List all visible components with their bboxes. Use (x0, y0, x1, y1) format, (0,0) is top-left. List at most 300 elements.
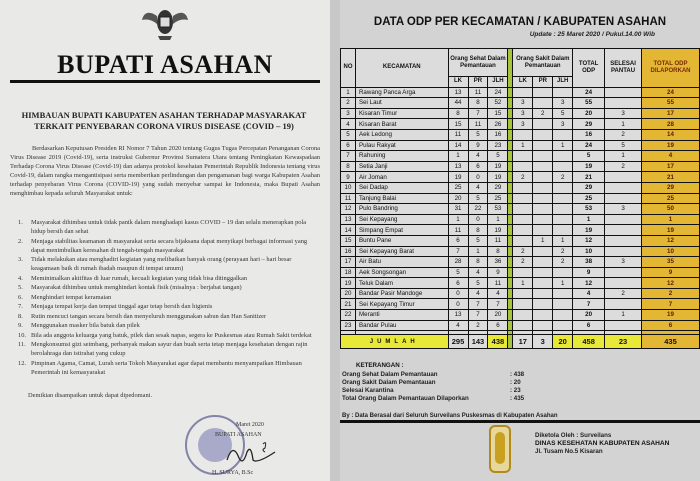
row-sehat-lk: 31 (448, 204, 468, 215)
row-selesai-pantau: 2 (605, 161, 642, 172)
appeal-point: 3. Tidak melakukan atau menghadiri kegiatan yang melibatkan banyak orang (perayaan hari – hari besar keagamaan baik di rumah ibadah maupun di tempat umum) (18, 256, 292, 272)
row-total-dilaporkan: 35 (642, 257, 700, 268)
header-sakit-lk: LK (513, 77, 533, 88)
row-total-dilaporkan: 19 (642, 225, 700, 236)
row-selesai-pantau: 2 (605, 288, 642, 299)
row-kecamatan: Teluk Dalam (355, 278, 448, 289)
row-sakit-pr (533, 98, 553, 109)
row-sehat-pr: 4 (468, 288, 488, 299)
row-total-odp: 7 (573, 299, 605, 310)
row-sakit-jlh (553, 288, 573, 299)
table-row (341, 129, 700, 140)
row-sakit-jlh: 1 (553, 235, 573, 246)
row-sehat-jlh: 7 (488, 299, 508, 310)
row-sakit-pr (533, 257, 553, 268)
row-sakit-lk: 2 (513, 172, 533, 183)
row-selesai-pantau (605, 98, 642, 109)
row-total-dilaporkan: 4 (642, 151, 700, 162)
row-sakit-jlh (553, 204, 573, 215)
row-sakit-lk (513, 204, 533, 215)
row-no: 11 (341, 193, 356, 204)
row-kecamatan: Sei Laut (355, 98, 448, 109)
sheet-title: DATA ODP PER KECAMATAN / KABUPATEN ASAHAN (373, 16, 667, 28)
row-total-dilaporkan: 24 (642, 87, 700, 98)
row-total-odp: 4 (573, 288, 605, 299)
table-row (341, 98, 700, 109)
row-sakit-lk (513, 214, 533, 225)
total-selesai: 23 (605, 335, 642, 349)
row-sehat-lk: 44 (448, 98, 468, 109)
keterangan-title: KETERANGAN : (356, 362, 404, 369)
row-sakit-jlh (553, 193, 573, 204)
row-no: 8 (341, 161, 356, 172)
row-sehat-pr: 5 (468, 193, 488, 204)
row-no: 9 (341, 172, 356, 183)
row-sehat-jlh: 9 (488, 267, 508, 278)
row-sakit-pr (533, 204, 553, 215)
row-total-odp: 16 (573, 129, 605, 140)
row-total-dilaporkan: 10 (642, 246, 700, 257)
row-sehat-jlh: 23 (488, 140, 508, 151)
signature-icon (225, 440, 285, 470)
row-sehat-lk: 28 (448, 257, 468, 268)
row-sehat-lk: 11 (448, 129, 468, 140)
row-total-dilaporkan: 55 (642, 98, 700, 109)
table-row (341, 204, 700, 215)
row-sakit-jlh: 2 (553, 257, 573, 268)
row-sehat-lk: 15 (448, 119, 468, 130)
table-row (341, 87, 700, 98)
row-kecamatan: Sei Kepayang Timur (355, 299, 448, 310)
row-sakit-jlh: 3 (553, 98, 573, 109)
row-sehat-lk: 4 (448, 320, 468, 331)
row-selesai-pantau (605, 172, 642, 183)
row-selesai-pantau (605, 87, 642, 98)
row-sehat-jlh: 19 (488, 225, 508, 236)
row-kecamatan: Rahuning (355, 151, 448, 162)
row-total-dilaporkan: 2 (642, 288, 700, 299)
row-sehat-pr: 1 (468, 246, 488, 257)
header-total-dilaporkan: TOTAL ODP DILAPORKAN (642, 49, 700, 88)
row-sakit-jlh (553, 129, 573, 140)
row-sakit-pr (533, 129, 553, 140)
row-sakit-lk: 1 (513, 278, 533, 289)
row-selesai-pantau: 1 (605, 310, 642, 321)
footer-rule (340, 420, 700, 423)
row-no: 20 (341, 288, 356, 299)
row-sehat-lk: 1 (448, 214, 468, 225)
row-no: 5 (341, 129, 356, 140)
row-no: 16 (341, 246, 356, 257)
row-sehat-lk: 6 (448, 278, 468, 289)
header-sehat-jlh: JLH (488, 77, 508, 88)
header-orang-sehat: Orang Sehat Dalam Pemantauan (448, 49, 508, 77)
row-sehat-lk: 8 (448, 108, 468, 119)
total-sehat-jlh: 438 (488, 335, 508, 349)
row-sehat-jlh: 11 (488, 235, 508, 246)
row-sakit-lk (513, 310, 533, 321)
total-sehat-pr: 143 (468, 335, 488, 349)
row-sehat-jlh: 6 (488, 320, 508, 331)
appeal-point: 2. Menjaga stabilitas keamanan di masyarakat serta secara bijaksana dapat menyikapi berbagai informasi yang dapat menimbulkan keresahan di tengah-tengah masyarakat (18, 237, 308, 254)
row-selesai-pantau: 3 (605, 108, 642, 119)
row-sakit-pr (533, 278, 553, 289)
row-no: 2 (341, 98, 356, 109)
row-sakit-pr (533, 267, 553, 278)
bupati-letter (0, 0, 330, 481)
row-sehat-jlh: 26 (488, 119, 508, 130)
row-total-dilaporkan: 12 (642, 278, 700, 289)
appeal-point: 11. Mengkonsumsi gizi seimbang, perbanyak makan sayur dan buah serta tetap menjaga kesehatan dengan rajin berolahraga dan istirahat yang cukup (18, 341, 308, 357)
row-total-dilaporkan: 28 (642, 119, 700, 130)
row-selesai-pantau: 1 (605, 119, 642, 130)
appeal-point: 12. Pimpinan Agama, Camat, Lurah serta Tokoh Masyarakat agar dapat membantu menyampaikan Himbauan Pemerintah ini kemasyarakat (18, 359, 302, 376)
appeal-point: 1. Masyarakat dihimbau untuk tidak panik dalam menghadapi kasus COVID – 19 dan selalu menerapkan pola hidup bersih dan sehat (18, 219, 307, 235)
row-selesai-pantau: 2 (605, 129, 642, 140)
row-kecamatan: Pulau Rakyat (355, 140, 448, 151)
header-selesai-pantau: SELESAI PANTAU (605, 49, 642, 88)
letter-intro: Berdasarkan Keputusan Presiden RI Nomor 7 Tahun 2020 tentang Gugus Tugas Percepatan Penanganan Corona Virus Disease 2019 (Covid-19), serta instruksi Gubernur Provinsi Sumatera Utara tentang Peningkatan Kewaspadaan Terhadap Corona Virus Disease (Covid-19) dan adanya protokol kesehatan Pemerintah Republik Indonesia tentang virus Covid-19, dalam rangka mengantisipasi serta memberikan perlindungan dan pengamanan bagi warga Kabupaten Asahan terhadap penyebaran Virus Corona (COVID-19) yang sudah menyebar sampai ke Indonesia, maka Bupati Asahan menghimbau kepada seluruh Masyarakat untuk: (10, 145, 320, 197)
row-sakit-lk (513, 320, 533, 331)
row-kecamatan: Kisaran Barat (355, 119, 448, 130)
row-sakit-jlh (553, 267, 573, 278)
row-sakit-jlh: 5 (553, 108, 573, 119)
row-sehat-lk: 14 (448, 140, 468, 151)
row-total-odp: 21 (573, 172, 605, 183)
row-sakit-jlh (553, 310, 573, 321)
row-no: 1 (341, 87, 356, 98)
row-sakit-pr (533, 193, 553, 204)
row-total-odp: 38 (573, 257, 605, 268)
row-sakit-jlh (553, 320, 573, 331)
row-sehat-lk: 13 (448, 87, 468, 98)
row-sakit-jlh (553, 182, 573, 193)
row-sakit-pr (533, 119, 553, 130)
row-sehat-lk: 0 (448, 288, 468, 299)
garuda-emblem-icon (140, 2, 190, 42)
row-kecamatan: Sei Kepayang Barat (355, 246, 448, 257)
row-total-dilaporkan: 1 (642, 214, 700, 225)
header-sakit-pr: PR (533, 77, 553, 88)
row-sehat-jlh: 25 (488, 193, 508, 204)
row-sakit-pr: 2 (533, 108, 553, 119)
row-total-odp: 12 (573, 235, 605, 246)
row-sehat-pr: 0 (468, 214, 488, 225)
row-sehat-jlh: 16 (488, 129, 508, 140)
row-selesai-pantau (605, 214, 642, 225)
row-sehat-pr: 9 (468, 140, 488, 151)
row-selesai-pantau (605, 182, 642, 193)
row-sehat-jlh: 52 (488, 98, 508, 109)
row-sakit-lk (513, 193, 533, 204)
odp-table-body (341, 87, 700, 331)
row-total-dilaporkan: 7 (642, 299, 700, 310)
appeal-point: 8. Rutin mencuci tangan secara bersih dan menyeluruh menggunakan sabun dan Han Sanitizer (18, 312, 267, 320)
header-rule (10, 80, 320, 83)
row-sehat-jlh: 1 (488, 214, 508, 225)
row-sakit-lk: 3 (513, 119, 533, 130)
row-sakit-lk (513, 235, 533, 246)
row-sakit-pr (533, 320, 553, 331)
row-kecamatan: Pulo Bandring (355, 204, 448, 215)
letter-subject: HIMBAUAN BUPATI KABUPATEN ASAHAN TERHADAP MASYARAKAT TERKAIT PENYEBARAN CORONA VIRUS DISEASE (COVID – 19) (21, 110, 307, 131)
table-row (341, 151, 700, 162)
odp-table (340, 48, 700, 349)
row-selesai-pantau (605, 235, 642, 246)
row-sakit-jlh: 2 (553, 246, 573, 257)
row-sakit-jlh (553, 225, 573, 236)
row-total-odp: 12 (573, 278, 605, 289)
row-sehat-pr: 8 (468, 257, 488, 268)
row-selesai-pantau (605, 267, 642, 278)
total-dilaporkan: 435 (642, 335, 700, 349)
row-no: 7 (341, 151, 356, 162)
row-sakit-pr (533, 246, 553, 257)
signature-name: H. SURYA, B.Sc (212, 470, 254, 476)
row-sehat-lk: 25 (448, 182, 468, 193)
row-selesai-pantau: 3 (605, 257, 642, 268)
row-sakit-jlh (553, 299, 573, 310)
row-sakit-lk: 3 (513, 108, 533, 119)
row-total-dilaporkan: 29 (642, 182, 700, 193)
row-total-odp: 24 (573, 140, 605, 151)
table-row (341, 320, 700, 331)
row-sehat-lk: 13 (448, 161, 468, 172)
letter-closing: Demikian disampaikan untuk dapat dipedomani. (28, 392, 153, 399)
row-sehat-lk: 5 (448, 267, 468, 278)
row-kecamatan: Simpang Empat (355, 225, 448, 236)
row-sakit-lk (513, 299, 533, 310)
footer-address: Jl. Tusam No.5 Kisaran (535, 448, 603, 455)
keterangan-item: Selesai Karantina : 23 (342, 387, 521, 394)
row-sehat-lk: 6 (448, 235, 468, 246)
row-sakit-lk: 1 (513, 140, 533, 151)
row-sehat-pr: 8 (468, 225, 488, 236)
row-sehat-pr: 0 (468, 172, 488, 183)
row-no: 10 (341, 182, 356, 193)
row-sehat-jlh: 11 (488, 278, 508, 289)
row-sehat-jlh: 19 (488, 161, 508, 172)
row-sakit-jlh: 1 (553, 278, 573, 289)
row-sakit-lk (513, 129, 533, 140)
table-row (341, 257, 700, 268)
table-row (341, 267, 700, 278)
row-sehat-jlh: 36 (488, 257, 508, 268)
row-total-dilaporkan: 19 (642, 140, 700, 151)
row-sehat-pr: 5 (468, 235, 488, 246)
row-no: 23 (341, 320, 356, 331)
row-total-dilaporkan: 17 (642, 108, 700, 119)
row-sakit-jlh (553, 151, 573, 162)
row-selesai-pantau (605, 225, 642, 236)
row-kecamatan: Air Joman (355, 172, 448, 183)
row-total-dilaporkan: 17 (642, 161, 700, 172)
row-sakit-lk (513, 288, 533, 299)
row-kecamatan: Air Batu (355, 257, 448, 268)
row-sehat-pr: 4 (468, 151, 488, 162)
keterangan-list (342, 371, 524, 403)
row-sakit-lk: 2 (513, 257, 533, 268)
row-total-dilaporkan: 21 (642, 172, 700, 183)
total-sehat-lk: 295 (448, 335, 468, 349)
update-timestamp: Update : 25 Maret 2020 / Pukul.14.00 Wib (529, 31, 655, 38)
row-sehat-pr: 5 (468, 278, 488, 289)
table-row (341, 193, 700, 204)
row-sakit-lk: 2 (513, 246, 533, 257)
row-total-odp: 53 (573, 204, 605, 215)
row-sakit-lk (513, 267, 533, 278)
row-sehat-jlh: 53 (488, 204, 508, 215)
table-row (341, 182, 700, 193)
header-sakit-jlh: JLH (553, 77, 573, 88)
table-row (341, 119, 700, 130)
row-sehat-lk: 1 (448, 151, 468, 162)
signature-title: BUPATI ASAHAN (215, 432, 262, 438)
row-sakit-lk (513, 225, 533, 236)
row-sakit-pr (533, 288, 553, 299)
header-kecamatan: KECAMATAN (355, 49, 448, 88)
row-no: 14 (341, 225, 356, 236)
totals-row (341, 335, 700, 349)
total-sakit-lk: 17 (513, 335, 533, 349)
row-sakit-pr (533, 310, 553, 321)
header-no: NO (341, 49, 356, 88)
row-total-dilaporkan: 19 (642, 310, 700, 321)
total-sakit-jlh: 20 (553, 335, 573, 349)
row-sakit-pr (533, 161, 553, 172)
row-sakit-pr (533, 225, 553, 236)
table-row (341, 214, 700, 225)
row-total-odp: 1 (573, 214, 605, 225)
row-selesai-pantau (605, 320, 642, 331)
row-sehat-pr: 2 (468, 320, 488, 331)
table-row (341, 246, 700, 257)
row-kecamatan: Setia Janji (355, 161, 448, 172)
row-sehat-pr: 7 (468, 108, 488, 119)
row-sehat-jlh: 4 (488, 288, 508, 299)
appeal-point: 10. Bila ada anggota keluarga yang batuk, pilek dan sesak napas, segera ke Puskesmas atau Rumah Sakit terdekat (18, 331, 312, 339)
row-no: 21 (341, 299, 356, 310)
row-sakit-lk: 3 (513, 98, 533, 109)
row-selesai-pantau (605, 299, 642, 310)
table-row (341, 172, 700, 183)
row-sakit-pr (533, 87, 553, 98)
row-kecamatan: Sei Kepayang (355, 214, 448, 225)
row-no: 19 (341, 278, 356, 289)
row-sakit-jlh: 2 (553, 172, 573, 183)
keterangan-item: Orang Sakit Dalam Pemantauan : 20 (342, 379, 521, 386)
row-sehat-lk: 7 (448, 246, 468, 257)
row-sehat-jlh: 15 (488, 108, 508, 119)
row-total-odp: 24 (573, 87, 605, 98)
row-sakit-pr (533, 214, 553, 225)
total-odp: 458 (573, 335, 605, 349)
row-sakit-jlh: 3 (553, 119, 573, 130)
row-total-odp: 20 (573, 108, 605, 119)
row-sakit-pr: 1 (533, 235, 553, 246)
row-kecamatan: Aek Ledong (355, 129, 448, 140)
row-sakit-lk (513, 87, 533, 98)
row-kecamatan: Bandar Pulau (355, 320, 448, 331)
keterangan-item: Orang Sehat Dalam Pemantauan : 438 (342, 371, 525, 378)
row-sehat-pr: 5 (468, 129, 488, 140)
row-kecamatan: Bandar Pasir Mandoge (355, 288, 448, 299)
row-sakit-pr (533, 151, 553, 162)
row-selesai-pantau: 5 (605, 140, 642, 151)
row-sehat-pr: 8 (468, 98, 488, 109)
appeal-point: 5. Masyarakat dihimbau untuk menghindari kontak fisik (misalnya : berjabat tangan) (18, 284, 242, 291)
row-sehat-jlh: 8 (488, 246, 508, 257)
row-kecamatan: Buntu Pane (355, 235, 448, 246)
row-sehat-jlh: 5 (488, 151, 508, 162)
row-sehat-pr: 4 (468, 182, 488, 193)
header-sehat-pr: PR (468, 77, 488, 88)
row-sehat-pr: 7 (468, 310, 488, 321)
row-sehat-jlh: 29 (488, 182, 508, 193)
row-no: 3 (341, 108, 356, 119)
row-total-odp: 10 (573, 246, 605, 257)
row-sehat-pr: 7 (468, 299, 488, 310)
table-row (341, 108, 700, 119)
row-kecamatan: Kisaran Timur (355, 108, 448, 119)
row-sehat-pr: 6 (468, 161, 488, 172)
row-no: 18 (341, 267, 356, 278)
row-sakit-pr (533, 299, 553, 310)
row-sehat-pr: 11 (468, 87, 488, 98)
row-no: 12 (341, 204, 356, 215)
row-total-dilaporkan: 14 (642, 129, 700, 140)
row-total-odp: 9 (573, 267, 605, 278)
table-row (341, 161, 700, 172)
row-selesai-pantau (605, 246, 642, 257)
table-row (341, 225, 700, 236)
header-orang-sakit: Orang Sakit Dalam Pemantauan (513, 49, 573, 77)
header-total-odp: TOTAL ODP (573, 49, 605, 88)
row-total-dilaporkan: 50 (642, 204, 700, 215)
row-kecamatan: Meranti (355, 310, 448, 321)
row-sehat-jlh: 24 (488, 87, 508, 98)
logo-emblem-icon (495, 432, 505, 464)
row-total-odp: 29 (573, 119, 605, 130)
table-row (341, 288, 700, 299)
row-selesai-pantau (605, 278, 642, 289)
footer-line1: Diketola Oleh : Surveilans (535, 432, 612, 439)
signature-date: Maret 2020 (236, 422, 264, 428)
total-sakit-pr: 3 (533, 335, 553, 349)
row-sakit-jlh (553, 87, 573, 98)
row-total-odp: 19 (573, 161, 605, 172)
appeal-point: 7. Menjaga tempat kerja dan tempat tinggal agar tetap bersih dan higienis (18, 303, 213, 310)
row-total-odp: 19 (573, 225, 605, 236)
row-sehat-lk: 20 (448, 193, 468, 204)
row-sakit-pr (533, 172, 553, 183)
appeal-point: 6. Menghindari tempat keramaian (18, 293, 112, 301)
row-kecamatan: Aek Songsongan (355, 267, 448, 278)
row-total-dilaporkan: 9 (642, 267, 700, 278)
row-sakit-lk (513, 182, 533, 193)
row-no: 4 (341, 119, 356, 130)
letter-header-title: BUPATI ASAHAN (57, 50, 273, 79)
table-row (341, 278, 700, 289)
row-total-dilaporkan: 12 (642, 235, 700, 246)
row-sehat-jlh: 20 (488, 310, 508, 321)
row-sehat-jlh: 19 (488, 172, 508, 183)
row-no: 15 (341, 235, 356, 246)
appeal-points-list (18, 218, 318, 377)
row-total-odp: 55 (573, 98, 605, 109)
row-sehat-pr: 11 (468, 119, 488, 130)
row-total-odp: 5 (573, 151, 605, 162)
